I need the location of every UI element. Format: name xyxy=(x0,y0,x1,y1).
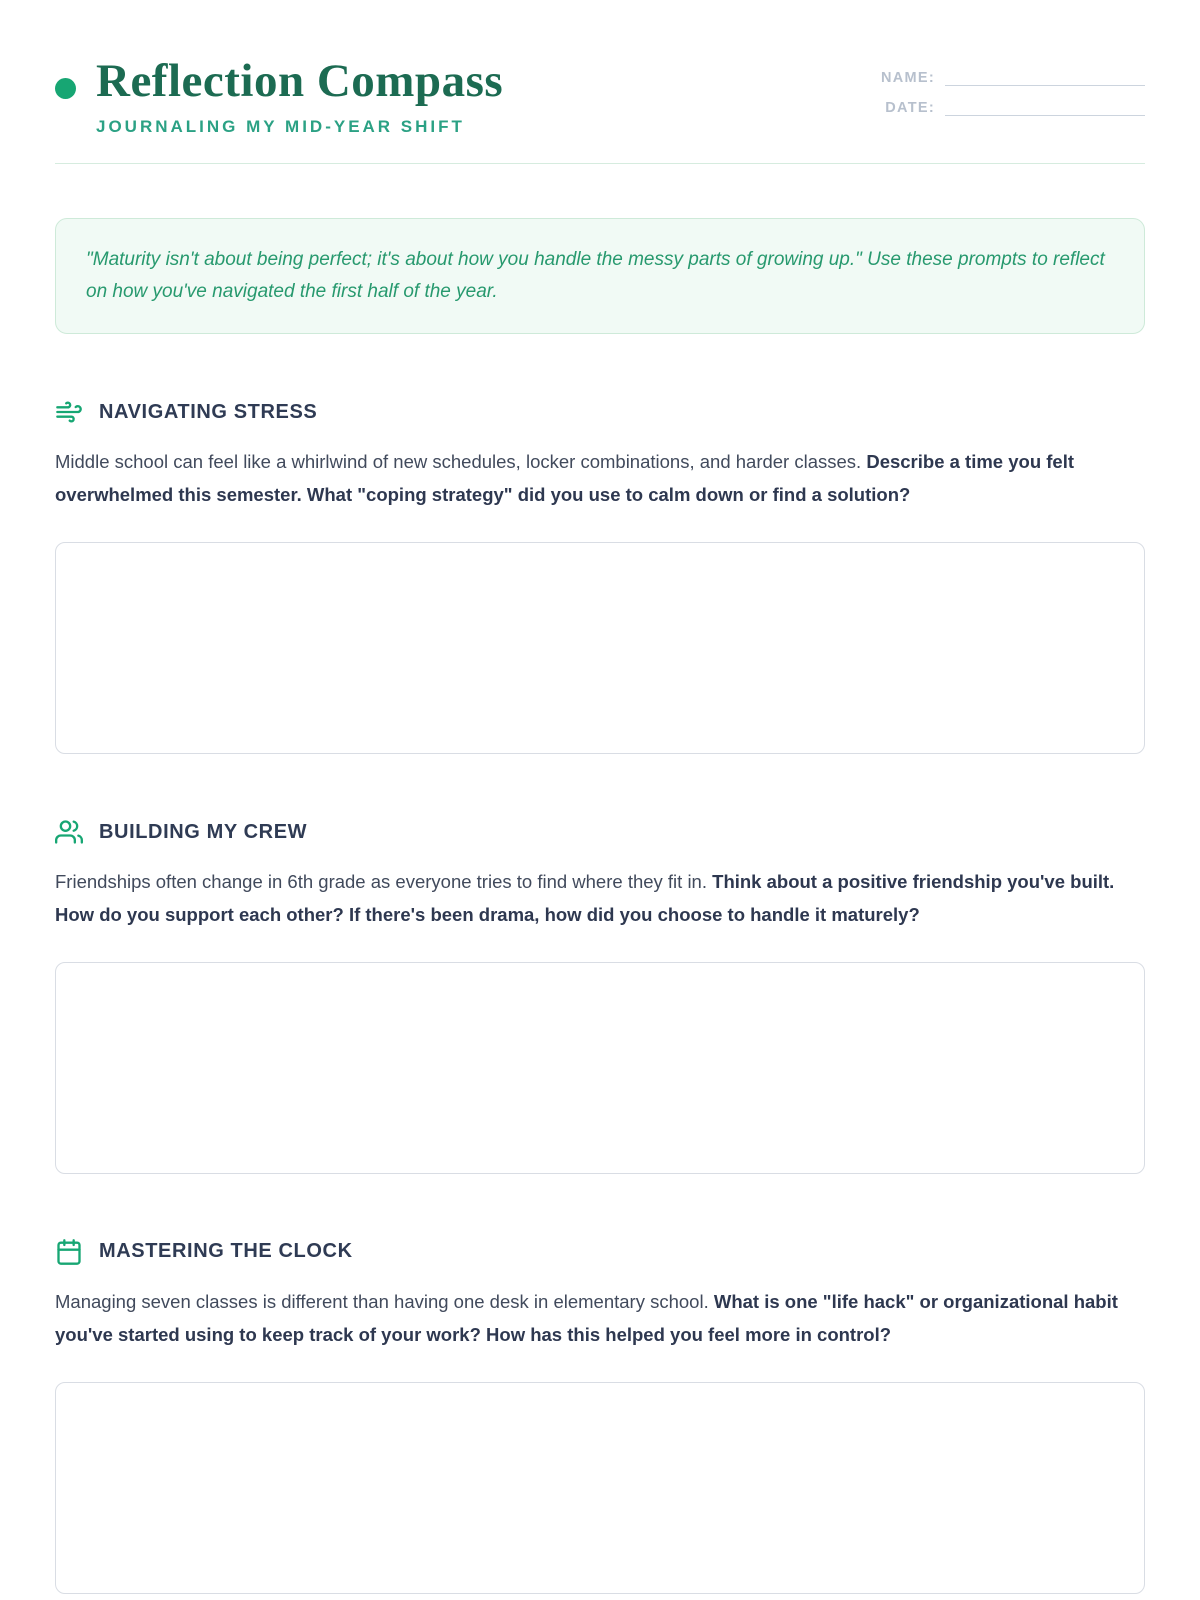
answer-box-stress[interactable] xyxy=(55,542,1145,754)
section-header xyxy=(55,398,1145,426)
header-divider xyxy=(55,163,1145,164)
date-field-row xyxy=(885,100,1145,116)
name-date-fields xyxy=(881,56,1145,116)
wind-icon xyxy=(55,398,83,426)
quote-box xyxy=(55,218,1145,335)
calendar-icon xyxy=(55,1238,83,1266)
page-title: Reflection Compass xyxy=(96,55,504,107)
section-title: BUILDING MY CREW xyxy=(99,820,308,843)
prompt-intro: Middle school can feel like a whirlwind of new schedules, locker combinations, and harder classes. xyxy=(55,451,862,473)
section-header xyxy=(55,818,1145,846)
date-input-line[interactable] xyxy=(945,101,1145,116)
section-title: NAVIGATING STRESS xyxy=(99,400,318,423)
name-label: NAME: xyxy=(880,70,935,86)
section-navigating-stress xyxy=(55,398,1145,754)
section-mastering-the-clock xyxy=(55,1238,1145,1594)
quote-text: "Maturity isn't about being perfect; it's about how you handle the messy parts of growing up." Use these prompts to reflect on how you've navigated the first half of the year. xyxy=(86,248,1105,302)
prompt-intro: Friendships often change in 6th grade as everyone tries to find where they fit in. xyxy=(55,871,707,893)
name-field-row xyxy=(881,70,1145,86)
date-label: DATE: xyxy=(885,100,935,116)
answer-box-crew[interactable] xyxy=(55,962,1145,1174)
header xyxy=(55,56,1145,137)
bullet-dot-icon xyxy=(55,78,76,99)
answer-box-clock[interactable] xyxy=(55,1382,1145,1594)
people-icon xyxy=(55,818,83,846)
name-input-line[interactable] xyxy=(945,71,1145,86)
prompt-question: What is one "life hack" or organizational habit you've started using to keep track of your work? How has this helped you feel more in control? xyxy=(55,1290,1118,1345)
prompt-question: Describe a time you felt overwhelmed this semester. What "coping strategy" did you use to calm down or find a solution? xyxy=(55,451,1075,506)
section-building-my-crew xyxy=(55,818,1145,1174)
page-subtitle: JOURNALING MY MID-YEAR SHIFT xyxy=(96,116,465,136)
prompt-intro: Managing seven classes is different than having one desk in elementary school. xyxy=(55,1290,709,1312)
section-prompt-text xyxy=(55,1286,1145,1352)
section-title: MASTERING THE CLOCK xyxy=(99,1240,353,1263)
title-block xyxy=(55,56,503,137)
section-prompt-text xyxy=(55,866,1145,932)
prompt-question: Think about a positive friendship you've built. How do you support each other? If there's been drama, how did you choose to handle it maturely? xyxy=(55,871,1115,926)
section-header xyxy=(55,1238,1145,1266)
section-prompt-text xyxy=(55,446,1145,512)
